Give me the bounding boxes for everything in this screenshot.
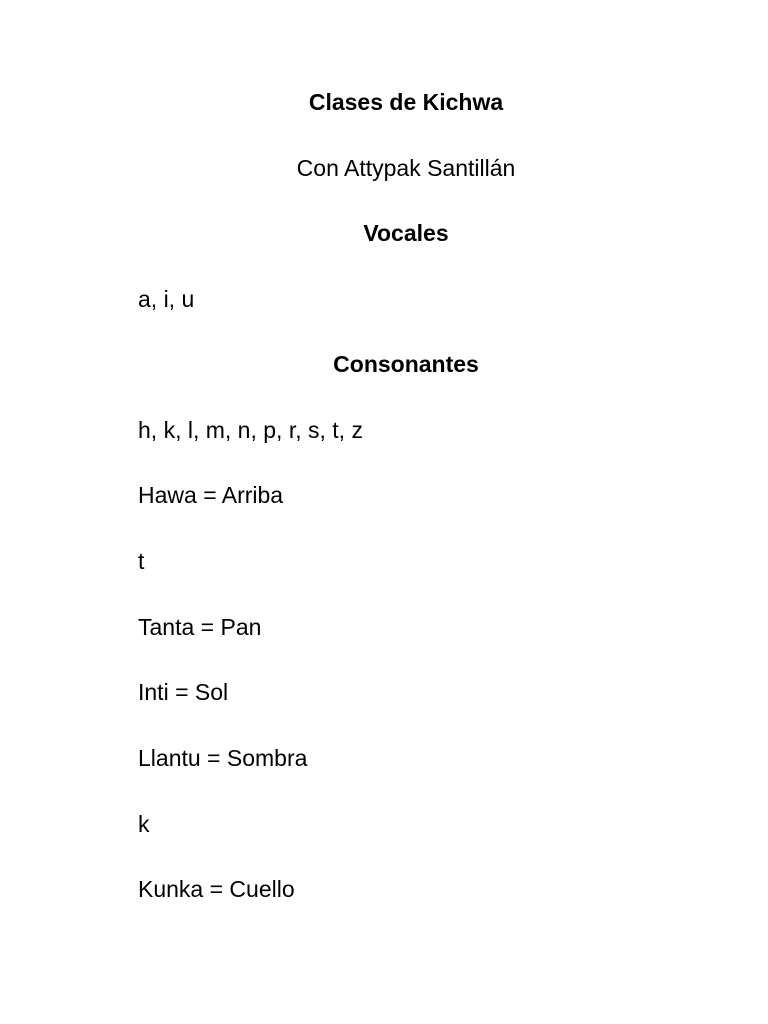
vocabulary-line: Llantu = Sombra: [138, 745, 308, 771]
vowels-list: a, i, u: [138, 286, 195, 312]
consonants-list: h, k, l, m, n, p, r, s, t, z: [138, 417, 363, 443]
vocabulary-line: Inti = Sol: [138, 679, 229, 705]
vocabulary-line: Tanta = Pan: [138, 614, 262, 640]
vowels-heading: Vocales: [363, 220, 449, 246]
document-subtitle: Con Attypak Santillán: [296, 155, 516, 181]
consonants-heading: Consonantes: [333, 351, 479, 377]
consonant-letter-line: t: [138, 548, 145, 574]
vocabulary-line: Kunka = Cuello: [138, 876, 295, 902]
vocabulary-line: Hawa = Arriba: [138, 482, 284, 508]
document-title: Clases de Kichwa: [308, 89, 504, 115]
consonant-letter-line: k: [138, 811, 150, 837]
